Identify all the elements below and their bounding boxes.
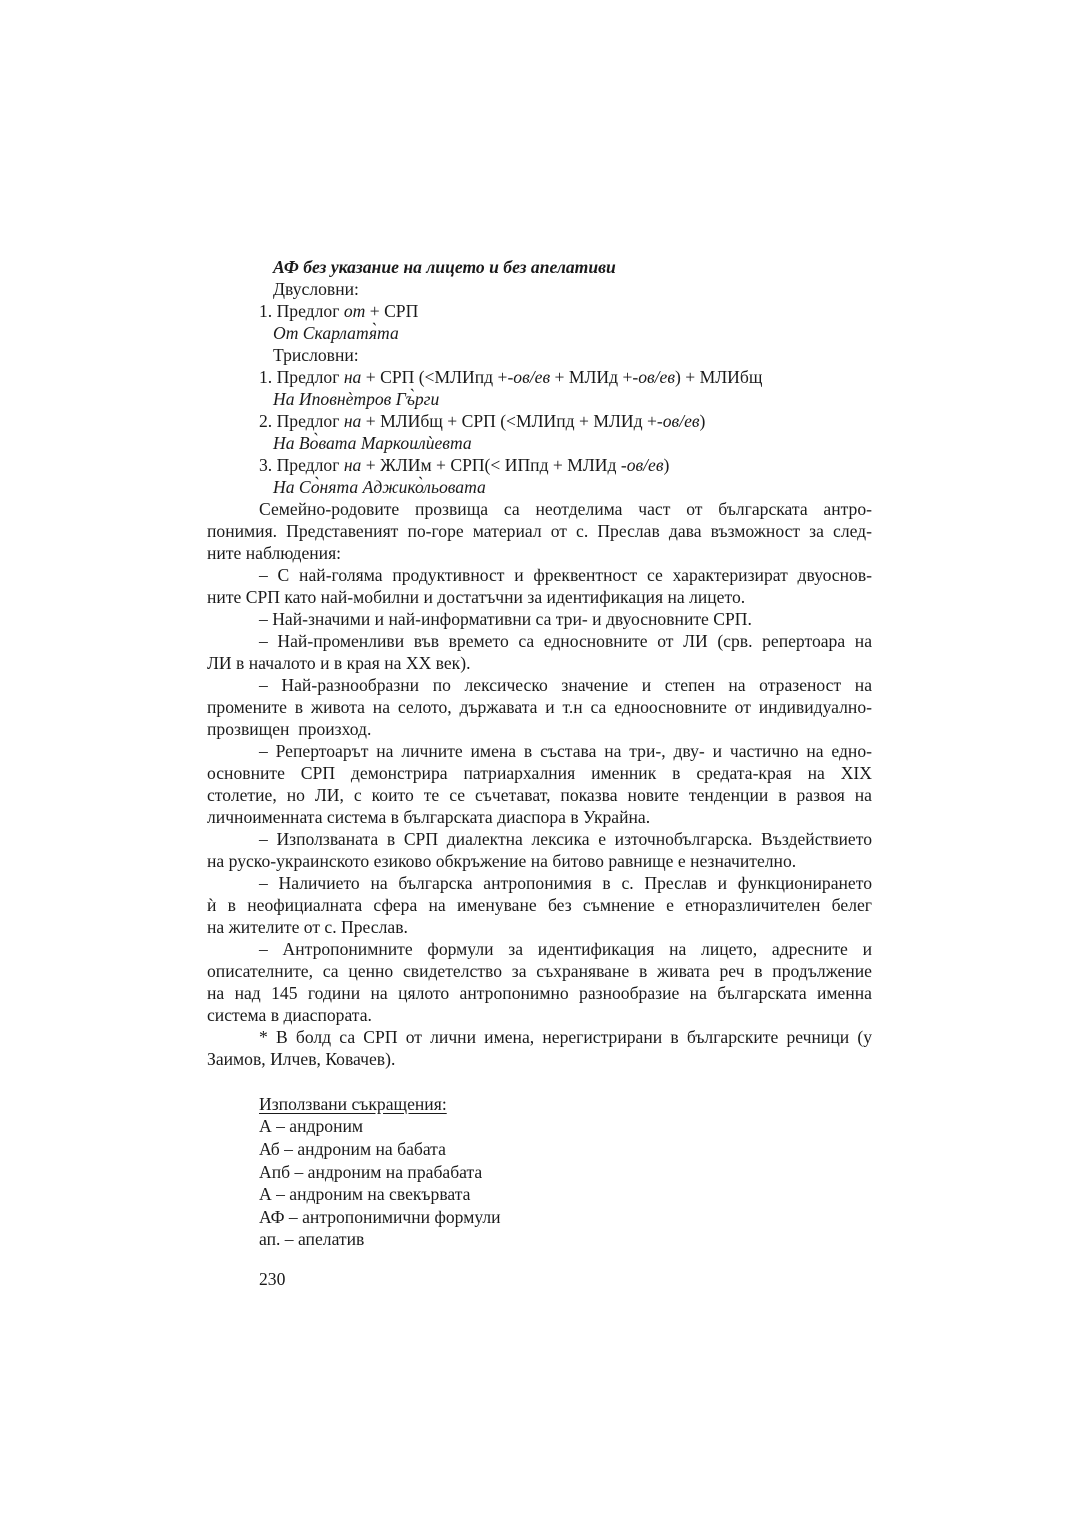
formula-preposition: на	[343, 367, 362, 387]
formula-body: )	[663, 455, 670, 475]
section-heading: АФ без указание на лицето и без апелативи	[273, 257, 616, 277]
paragraph-line: ѝ в неофициалната сфера на именуване без съмнение е етноразличителен белег	[207, 895, 872, 915]
formula-suffix: -ов/ев	[507, 367, 551, 387]
formula-suffix: -ов/ев	[632, 367, 676, 387]
paragraph-line: – Наличието на българска антропонимия в с. Преслав и функционирането	[259, 873, 872, 893]
paragraph-line: на руско-украинското езиково обкръжение на битово равнище е незначително.	[207, 851, 797, 871]
abbreviation-item: А – андроним	[259, 1116, 364, 1136]
abbreviation-item: ап. – апелатив	[259, 1229, 365, 1249]
paragraph-line: описателните, са ценно свидетелство за съхраняване в живата реч в продължение	[207, 961, 872, 981]
formula-number: 2. Предлог	[259, 411, 344, 431]
formula-item	[259, 454, 669, 476]
formula-item	[259, 366, 762, 388]
paragraph-line: прозвищен произход.	[207, 719, 372, 739]
three-word-label: Трисловни:	[273, 345, 359, 365]
formula-example: На Со̀нята Аджико̀льовата	[273, 477, 486, 497]
paragraph-line: ЛИ в началото и в края на ХХ век).	[207, 653, 471, 673]
formula-number: 3. Предлог	[259, 455, 344, 475]
page-number: 230	[259, 1269, 286, 1289]
formula-body: + МЛИд +	[550, 367, 633, 387]
formula-body: + МЛИбщ + СРП (<МЛИпд + МЛИд +	[361, 411, 657, 431]
paragraph-line: Семейно-родовите прозвища са неотделима част от българската антро-	[259, 499, 872, 519]
two-word-label: Двусловни:	[273, 279, 359, 299]
formula-item	[259, 410, 705, 432]
formula-item	[259, 300, 418, 322]
paragraph-line: – Най-променливи във времето са едносновните от ЛИ (срв. репертоара на	[259, 631, 872, 651]
formula-body: + СРП (<МЛИпд +	[361, 367, 508, 387]
formula-body: + СРП	[365, 301, 419, 321]
paragraph-line: ните наблюдения:	[207, 543, 342, 563]
formula-example: На Во̀вата Маркоилѝевта	[273, 433, 472, 453]
abbreviation-item: Аб – андроним на бабата	[259, 1139, 446, 1159]
paragraph-line: система в диаспората.	[207, 1005, 372, 1025]
formula-preposition: на	[343, 411, 362, 431]
formula-number: 1. Предлог	[259, 301, 344, 321]
paragraph-line: – Използваната в СРП диалектна лексика е източнобългарска. Въздействието	[259, 829, 872, 849]
abbreviation-item: А – андроним на свекървата	[259, 1184, 471, 1204]
paragraph-line: ните СРП като най-мобилни и достатъчни за идентификация на лицето.	[207, 587, 746, 607]
formula-preposition: на	[343, 455, 362, 475]
paragraph-line: промените в живота на селото, държавата и т.н са едноосновните от индивидуално-	[207, 697, 872, 717]
formula-suffix: -ов/ев	[656, 411, 700, 431]
abbreviation-item: АФ – антропонимични формули	[259, 1207, 501, 1227]
paragraph-line: – Най-разнообразни по лексическо значение и степен на отразеност на	[259, 675, 872, 695]
paragraph-line: столетие, но ЛИ, с които те се съчетават, показва новите тенденции в развоя на	[207, 785, 872, 805]
paragraph-line: – С най-голяма продуктивност и фреквентност се характеризират двуоснов-	[259, 565, 872, 585]
paragraph-line: личноименната система в българската диаспора в Украйна.	[207, 807, 651, 827]
paragraph-line: – Най-значими и най-информативни са три- и двуосновните СРП.	[259, 609, 752, 629]
abbreviations-title: Използвани съкращения:	[259, 1094, 447, 1114]
formula-suffix: ов/ев	[626, 455, 664, 475]
formula-preposition: от	[343, 301, 366, 321]
paragraph-line: основните СРП демонстрира патриархалния именник в средата-края на XIX	[207, 763, 872, 783]
formula-example: От Скарлатя̀та	[273, 323, 399, 343]
paragraph-line: на жителите от с. Преслав.	[207, 917, 408, 937]
abbreviation-item: Апб – андроним на прабабата	[259, 1162, 483, 1182]
formula-body: + ЖЛИм + СРП(< ИПпд + МЛИд -	[361, 455, 627, 475]
paragraph-line: – Репертоарът на личните имена в състава на три-, дву- и частично на едно-	[259, 741, 872, 761]
footnote-line: * В болд са СРП от лични имена, нерегистрирани в българските речници (у	[259, 1027, 872, 1047]
paragraph-line: на над 145 години на цялото антропонимно разнообразие на българската именна	[207, 983, 872, 1003]
footnote-line: Заимов, Илчев, Ковачев).	[207, 1049, 396, 1069]
formula-body: ) + МЛИбщ	[675, 367, 763, 387]
paragraph-line: понимия. Представеният по-горе материал от с. Преслав дава възможност за след-	[207, 521, 872, 541]
formula-body: )	[699, 411, 706, 431]
paragraph-line: – Антропонимните формули за идентификация на лицето, адресните и	[259, 939, 872, 959]
formula-number: 1. Предлог	[259, 367, 344, 387]
formula-example: На Иповнѐтров Гъ̀рги	[273, 389, 440, 409]
